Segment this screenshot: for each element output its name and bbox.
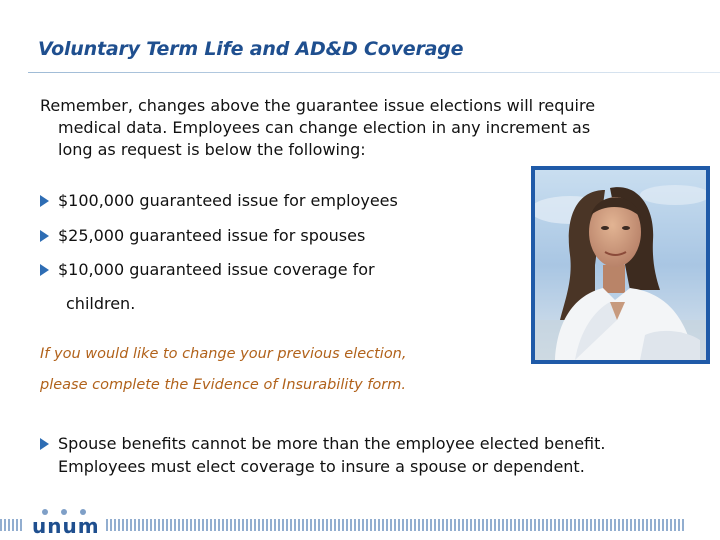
intro-line-1: Remember, changes above the guarantee issue elections will require	[40, 96, 596, 115]
logo-text: unum	[32, 514, 100, 538]
intro-paragraph	[40, 95, 690, 161]
bullet-children	[40, 260, 375, 279]
bullet-arrow-icon	[40, 264, 49, 276]
woman-photo	[531, 166, 710, 364]
eoi-note-line-2: please complete the Evidence of Insurability form.	[40, 377, 406, 393]
bullet-text: $10,000 guaranteed issue coverage for	[58, 260, 375, 279]
bullet-arrow-icon	[40, 438, 49, 450]
intro-line-2: medical data. Employees can change election in any increment as	[58, 118, 591, 137]
bullet-text: $100,000 guaranteed issue for employees	[58, 191, 398, 210]
bullet-text: $25,000 guaranteed issue for spouses	[58, 226, 366, 245]
intro-line-3: long as request is below the following:	[58, 140, 366, 159]
bullet-spouses	[40, 226, 365, 245]
woman-illustration	[535, 170, 706, 360]
spouse-bullet-line-1: Spouse benefits cannot be more than the employee elected benefit.	[58, 434, 606, 453]
bullet-employees	[40, 191, 398, 210]
footer-pattern-right	[106, 519, 686, 531]
footer-pattern-left	[0, 519, 22, 531]
page-title: Voluntary Term Life and AD&D Coverage	[38, 38, 464, 60]
eoi-note-line-1: If you would like to change your previous election,	[40, 346, 407, 362]
bullet-spouse-benefits	[40, 432, 605, 478]
unum-logo	[30, 508, 102, 536]
title-divider	[28, 72, 720, 73]
bullet-arrow-icon	[40, 195, 49, 207]
bullet-arrow-icon	[40, 230, 49, 242]
bullet-children-continuation: children.	[66, 294, 136, 313]
spouse-bullet-line-2: Employees must elect coverage to insure a spouse or dependent.	[58, 457, 585, 476]
